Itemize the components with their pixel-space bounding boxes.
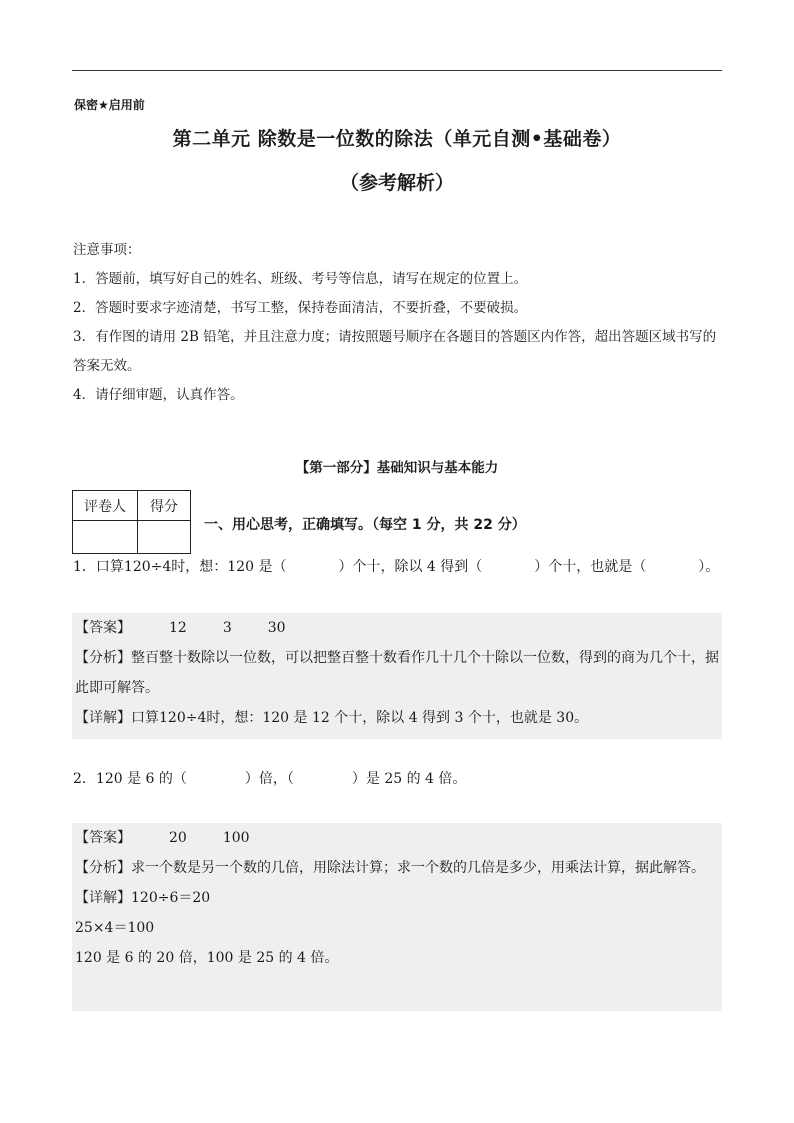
question-text: ）是 25 的 4 倍。 xyxy=(351,771,467,787)
solution-box-1 xyxy=(72,613,722,739)
detail-text: 【详解】120÷6＝20 xyxy=(75,890,211,906)
notes-heading: 注意事项： xyxy=(73,242,141,258)
answer-value: 30 xyxy=(267,620,286,636)
question-2 xyxy=(73,768,466,788)
answer-label: 【答案】 xyxy=(75,620,131,636)
analysis-text: 【分析】整百整十数除以一位数，可以把整百整十数看作几十几个十除以一位数，得到的商为几个十，据此即可解答。 xyxy=(75,650,719,696)
detail-text: 25×4＝100 xyxy=(75,920,155,936)
question-text: ）个十，也就是（ xyxy=(534,559,647,575)
question-text: ）个十，除以 4 得到（ xyxy=(338,559,483,575)
reviewer-header: 评卷人 xyxy=(73,491,138,521)
question-text: 1．口算120÷4时，想：120 是（ xyxy=(73,559,287,575)
section-title: 一、用心思考，正确填写。（每空 1 分，共 22 分） xyxy=(204,517,526,533)
question-text: 2．120 是 6 的（ xyxy=(73,771,187,787)
note-item: 1．答题前，填写好自己的姓名、班级、考号等信息，请写在规定的位置上。 xyxy=(73,271,528,287)
header-rule xyxy=(72,70,722,71)
page-subtitle: （参考解析） xyxy=(339,172,454,194)
answer-value: 20 xyxy=(169,830,187,846)
note-item: 2．答题时要求字迹清楚，书写工整，保持卷面清洁，不要折叠，不要破损。 xyxy=(73,300,528,316)
notes-block xyxy=(73,236,723,410)
score-table xyxy=(72,490,191,554)
question-text: ）。 xyxy=(698,559,720,575)
answer-line xyxy=(72,613,722,643)
answer-value: 100 xyxy=(222,830,250,846)
answer-value: 12 xyxy=(169,620,187,636)
answer-line xyxy=(72,823,722,853)
score-header: 得分 xyxy=(138,491,191,521)
answer-label: 【答案】 xyxy=(75,830,131,846)
analysis-text: 【分析】求一个数是另一个数的几倍，用除法计算；求一个数的几倍是多少，用乘法计算，据此解答。 xyxy=(75,860,705,876)
page-title: 第二单元 除数是一位数的除法（单元自测•基础卷） xyxy=(172,128,622,150)
note-item: 3．有作图的请用 2B 铅笔，并且注意力度；请按照题号顺序在各题目的答题区内作答，超出答题区域书写的答案无效。 xyxy=(73,329,717,374)
part-title: 【第一部分】基础知识与基本能力 xyxy=(295,460,499,476)
detail-text: 120 是 6 的 20 倍，100 是 25 的 4 倍。 xyxy=(75,950,339,966)
confidential-label: 保密★启用前 xyxy=(74,98,145,112)
score-cell[interactable] xyxy=(138,521,191,554)
note-item: 4．请仔细审题，认真作答。 xyxy=(73,387,244,403)
solution-box-2 xyxy=(72,823,722,1011)
detail-text: 【详解】口算120÷4时，想：120 是 12 个十，除以 4 得到 3 个十，也就是 30。 xyxy=(75,710,589,726)
reviewer-cell[interactable] xyxy=(73,521,138,554)
question-text: ）倍，（ xyxy=(244,771,294,787)
answer-value: 3 xyxy=(222,620,232,636)
question-1 xyxy=(73,556,719,576)
